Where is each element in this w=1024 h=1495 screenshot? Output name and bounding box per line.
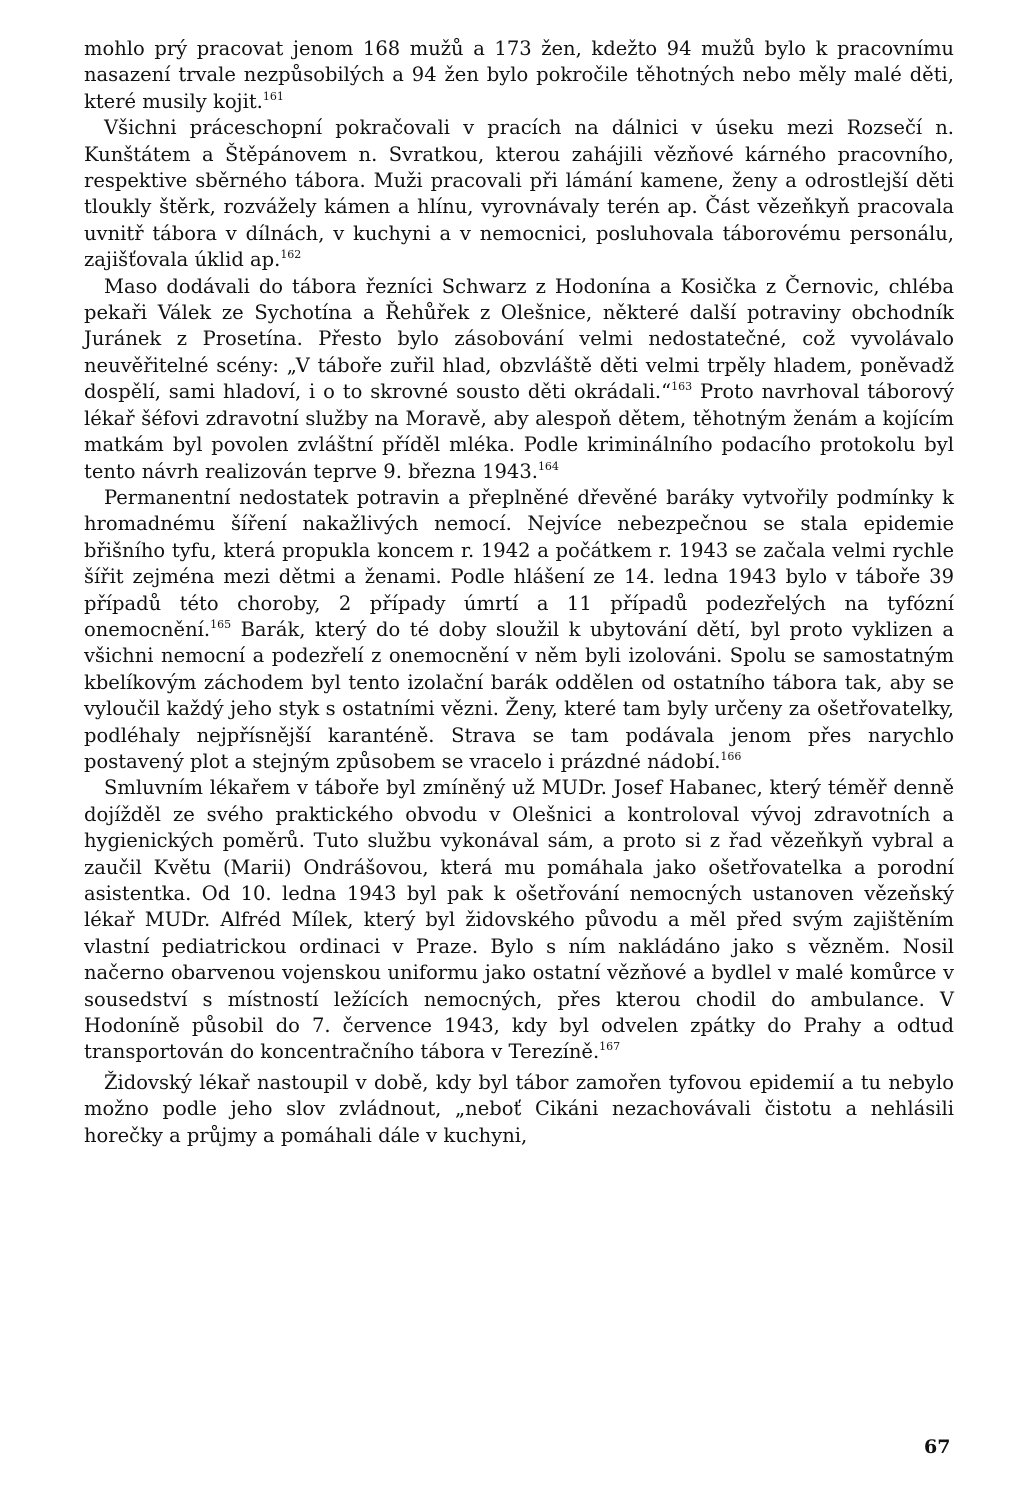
footnote-ref: 165 <box>210 617 232 631</box>
paragraph-text: Maso dodávali do tábora řezníci Schwarz z Hodonína a Kosička z Černovic, chléba pekaři Válek ze Sychotína a Řehůřek z Olešnice, některé další potraviny obchodník Juránek z Prosetína. Přesto bylo zásobování velmi nedostatečné, což vyvolávalo neuvěřitelné scény: „V táboře zuřil hlad, obzvláště děti velmi trpěly hladem, poněvadž dospělí, sami hladoví, i o to skrovné sousto děti okrádali.“ <box>84 274 954 404</box>
paragraph-text: Permanentní nedostatek potravin a přeplněné dřevěné baráky vytvořily podmínky k hromadnému šíření nakažlivých nemocí. Nejvíce nebezpečnou se stala epidemie břišního tyfu, která propukla koncem r. 1942 a počátkem r. 1943 se začala velmi rychle šířit zejména mezi dětmi a ženami. Podle hlášení ze 14. ledna 1943 bylo v táboře 39 případů této choroby, 2 případy úmrtí a 11 případů podezřelých na tyfózní onemocnění. <box>84 485 954 641</box>
paragraph-text: mohlo prý pracovat jenom 168 mužů a 173 žen, kdežto 94 mužů bylo k pracovnímu nasazení trvale nezpůsobilých a 94 žen bylo pokročile těhotných nebo měly malé děti, které musily kojit. <box>84 37 954 113</box>
footnote-ref: 163 <box>671 380 693 394</box>
paragraph-text: Proto navrhoval táborový lékař šéfovi zdravotní služby na Moravě, aby alespoň dětem, těhotným ženám a kojícím matkám byl povolen zvláštní příděl mléka. Podle kriminálního podacího protokolu byl tento návrh realizován teprve 9. března 1943. <box>84 380 954 483</box>
paragraph-6 <box>84 1070 954 1149</box>
paragraph-text: Barák, který do té doby sloužil k ubytování dětí, byl proto vyklizen a všichni nemocní a podezřelí z onemocnění v něm byli izolováni. Spolu se samostatným kbelíkovým záchodem byl tento izolační barák oddělen od ostatního tábora tak, aby se vyloučil každý jeho styk s ostatními vězni. Ženy, které tam byly určeny za ošetřovatelky, podléhaly nejpřísnější karanténě. Strava se tam podávala jenom přes narychlo postavený plot a stejným způsobem se vracelo i prázdné nádobí. <box>84 617 954 773</box>
page-body <box>84 36 954 1149</box>
paragraph-2 <box>84 115 954 273</box>
page-number: 67 <box>924 1436 951 1458</box>
paragraph-text: Židovský lékař nastoupil v době, kdy byl tábor zamořen tyfovou epidemií a tu nebylo možno podle jeho slov zvládnout, „neboť Cikáni nezachovávali čistotu a nehlásili horečky a průjmy a pomáhali dále v kuchyni, <box>84 1070 954 1147</box>
footnote-ref: 162 <box>280 248 302 262</box>
footnote-ref: 161 <box>262 89 284 103</box>
footnote-ref: 164 <box>537 459 559 473</box>
paragraph-3 <box>84 274 954 485</box>
paragraph-1 <box>84 36 954 115</box>
paragraph-text: Všichni práceschopní pokračovali v pracích na dálnici v úseku mezi Rozsečí n. Kunštátem a Štěpánovem n. Svratkou, kterou zahájili vězňové kárného pracovního, respektive sběrného tábora. Muži pracovali při lámání kamene, ženy a odrostlejší děti tloukly štěrk, rozvážely kámen a hlínu, vyrovnávaly terén ap. Část vězeňkyň pracovala uvnitř tábora v dílnách, v kuchyni a v nemocnici, posluhovala táborovému personálu, zajišťovala úklid ap. <box>84 116 954 272</box>
paragraph-text: Smluvním lékařem v táboře byl zmíněný už MUDr. Josef Habanec, který téměř denně dojížděl ze svého praktického obvodu v Olešnici a kontroloval vývoj zdravotních a hygienických poměrů. Tuto službu vykonával sám, a proto si z řad vězeňkyň vybral a zaučil Květu (Marii) Ondrášovou, která mu pomáhala jako ošetřovatelka a porodní asistentka. Od 10. ledna 1943 byl pak k ošetřování nemocných ustanoven vězeňský lékař MUDr. Alfréd Mílek, který byl židovského původu a měl před svým zajištěním vlastní pediatrickou ordinaci v Praze. Bylo s ním nakládáno jako s vězněm. Nosil načerno obarvenou vojenskou uniformu jako ostatní vězňové a bydlel v malé komůrce v sousedství s místností ležících nemocných, přes kterou chodil do ambulance. V Hodoníně působil do 7. července 1943, kdy byl odvelen zpátky do Prahy a odtud transportován do koncentračního tábora v Terezíně. <box>84 776 954 1064</box>
paragraph-4 <box>84 485 954 775</box>
paragraph-5 <box>84 775 954 1065</box>
footnote-ref: 167 <box>599 1040 621 1054</box>
footnote-ref: 166 <box>720 749 742 763</box>
